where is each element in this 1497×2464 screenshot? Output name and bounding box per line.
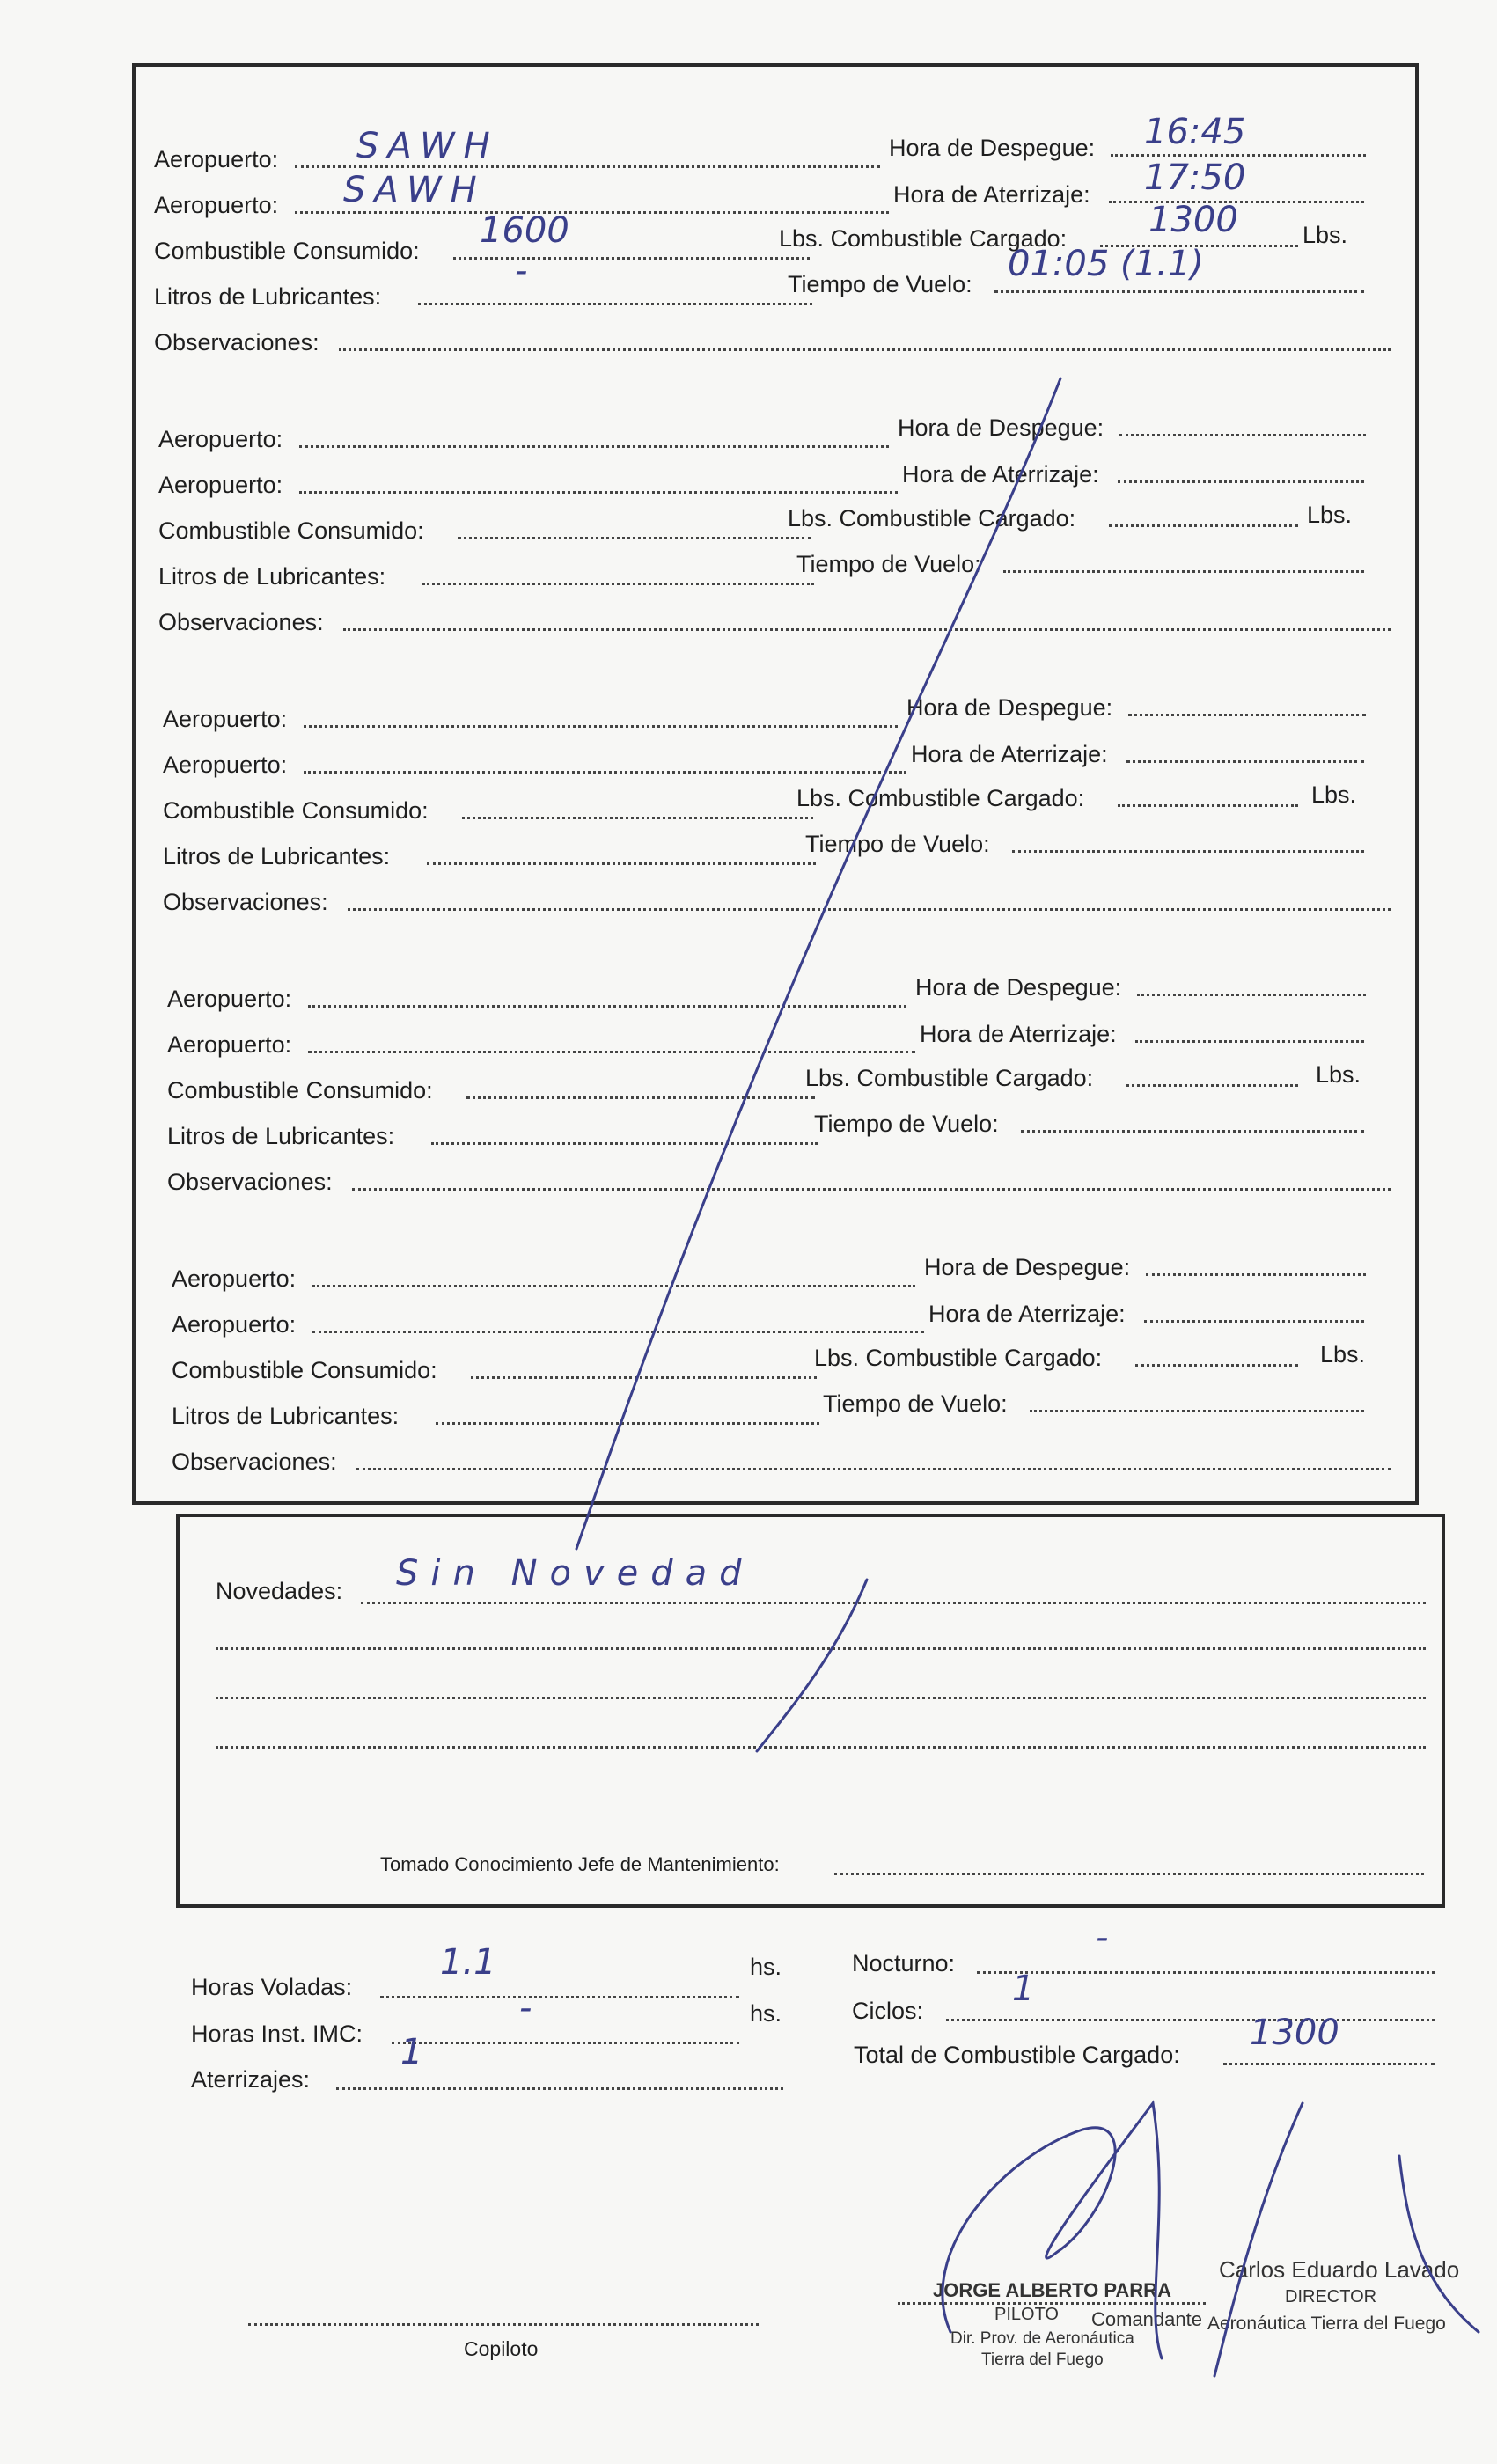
leg-hora-despegue-value: 16:45: [1144, 112, 1246, 152]
leg-aeropuerto-salida-value: SAWH: [356, 126, 499, 166]
leg-hora-despegue-label: Hora de Despegue:: [915, 974, 1122, 1001]
nocturno-label: Nocturno:: [852, 1950, 956, 1976]
leg-litros-lubricantes-value: -: [515, 251, 528, 291]
leg-aeropuerto-llegada-label: Aeropuerto:: [158, 472, 283, 498]
leg-combustible-consumido-label: Combustible Consumido:: [172, 1357, 437, 1383]
horas-voladas-value: 1.1: [440, 1942, 496, 1983]
leg-tiempo-vuelo-label: Tiempo de Vuelo:: [814, 1111, 999, 1137]
stamp2-line-1: Carlos Eduardo Lavado: [1219, 2256, 1460, 2283]
leg-observaciones-label: Observaciones:: [163, 889, 328, 915]
leg-tiempo-vuelo-label: Tiempo de Vuelo:: [796, 551, 981, 577]
leg-tiempo-vuelo-label: Tiempo de Vuelo:: [788, 271, 972, 297]
leg-litros-lubricantes-label: Litros de Lubricantes:: [163, 843, 391, 869]
stamp2-line-2: DIRECTOR: [1285, 2287, 1377, 2306]
leg-litros-lubricantes-label: Litros de Lubricantes:: [158, 563, 386, 590]
leg-hora-despegue-label: Hora de Despegue:: [889, 135, 1096, 161]
leg-combustible-cargado-label: Lbs. Combustible Cargado:: [779, 225, 1068, 252]
leg-tiempo-vuelo-value: 01:05 (1.1): [1008, 244, 1204, 284]
leg-aeropuerto-llegada-value: SAWH: [343, 170, 486, 210]
leg-lbs-unit: Lbs.: [1303, 222, 1348, 248]
leg-observaciones-label: Observaciones:: [172, 1448, 337, 1475]
leg-tiempo-vuelo-label: Tiempo de Vuelo:: [805, 831, 990, 857]
horas-imc-label: Horas Inst. IMC:: [191, 2020, 363, 2047]
novedades-label: Novedades:: [216, 1578, 343, 1604]
leg-hora-aterrizaje-label: Hora de Aterrizaje:: [928, 1301, 1126, 1327]
copiloto-label: Copiloto: [464, 2337, 539, 2360]
ciclos-label: Ciclos:: [852, 1998, 924, 2024]
horas-imc-value: -: [519, 1988, 532, 2028]
leg-aeropuerto-salida-label: Aeropuerto:: [163, 706, 288, 732]
stamp1-line-1: JORGE ALBERTO PARRA: [933, 2279, 1171, 2301]
leg-combustible-cargado-value: 1300: [1148, 200, 1238, 240]
leg-tiempo-vuelo-label: Tiempo de Vuelo:: [823, 1390, 1008, 1417]
leg-combustible-consumido-label: Combustible Consumido:: [154, 238, 420, 264]
leg-aeropuerto-llegada-label: Aeropuerto:: [163, 752, 288, 778]
leg-litros-lubricantes-label: Litros de Lubricantes:: [172, 1403, 400, 1429]
leg-observaciones-label: Observaciones:: [154, 329, 319, 356]
stamp1-line-2: PILOTO: [994, 2305, 1059, 2324]
leg-aeropuerto-salida-label: Aeropuerto:: [167, 986, 292, 1012]
leg-hora-despegue-label: Hora de Despegue:: [906, 694, 1113, 721]
leg-lbs-unit: Lbs.: [1311, 781, 1357, 808]
leg-observaciones-label: Observaciones:: [167, 1169, 333, 1195]
leg-hora-despegue-label: Hora de Despegue:: [924, 1254, 1131, 1280]
leg-combustible-cargado-label: Lbs. Combustible Cargado:: [796, 785, 1085, 811]
leg-aeropuerto-salida-label: Aeropuerto:: [154, 146, 279, 172]
leg-lbs-unit: Lbs.: [1320, 1341, 1366, 1368]
nocturno-value: -: [1096, 1918, 1109, 1958]
cancel-line-2: [757, 1580, 867, 1751]
leg-combustible-consumido-label: Combustible Consumido:: [158, 517, 424, 544]
novedades-value: Sin Novedad: [396, 1553, 754, 1594]
leg-lbs-unit: Lbs.: [1307, 502, 1353, 528]
leg-hora-aterrizaje-label: Hora de Aterrizaje:: [902, 461, 1099, 488]
leg-combustible-consumido-label: Combustible Consumido:: [167, 1077, 433, 1104]
leg-combustible-consumido-label: Combustible Consumido:: [163, 797, 429, 824]
leg-combustible-consumido-value: 1600: [480, 210, 569, 251]
leg-hora-aterrizaje-label: Hora de Aterrizaje:: [911, 741, 1108, 767]
leg-aeropuerto-llegada-label: Aeropuerto:: [167, 1031, 292, 1058]
leg-hora-aterrizaje-value: 17:50: [1144, 158, 1246, 198]
leg-hora-aterrizaje-label: Hora de Aterrizaje:: [920, 1021, 1117, 1047]
total-combustible-value: 1300: [1250, 2013, 1339, 2053]
ciclos-value: 1: [1012, 1969, 1035, 2009]
leg-aeropuerto-llegada-label: Aeropuerto:: [172, 1311, 297, 1338]
leg-observaciones-label: Observaciones:: [158, 609, 324, 635]
tomado-conocimiento-label: Tomado Conocimiento Jefe de Mantenimiento:: [380, 1853, 780, 1875]
leg-litros-lubricantes-label: Litros de Lubricantes:: [167, 1123, 395, 1149]
leg-combustible-cargado-label: Lbs. Combustible Cargado:: [814, 1345, 1103, 1371]
director-signature-scribble: [1214, 2103, 1479, 2376]
leg-combustible-cargado-label: Lbs. Combustible Cargado:: [805, 1065, 1094, 1091]
horas-voladas-unit: hs.: [750, 1954, 782, 1980]
leg-aeropuerto-salida-label: Aeropuerto:: [172, 1265, 297, 1292]
copiloto-signature-scribble: [943, 2103, 1162, 2358]
leg-combustible-cargado-label: Lbs. Combustible Cargado:: [788, 505, 1076, 532]
horas-imc-unit: hs.: [750, 2000, 782, 2027]
leg-litros-lubricantes-label: Litros de Lubricantes:: [154, 283, 382, 310]
aterrizajes-label: Aterrizajes:: [191, 2066, 311, 2093]
cancel-line-1: [576, 378, 1060, 1549]
aterrizajes-value: 1: [400, 2032, 423, 2072]
leg-aeropuerto-llegada-label: Aeropuerto:: [154, 192, 279, 218]
stamp1-line-5: Tierra del Fuego: [981, 2350, 1104, 2369]
leg-hora-despegue-label: Hora de Despegue:: [898, 414, 1104, 441]
total-combustible-label: Total de Combustible Cargado:: [854, 2042, 1180, 2068]
stamp1-line-3: Comandante: [1091, 2308, 1202, 2330]
leg-aeropuerto-salida-label: Aeropuerto:: [158, 426, 283, 452]
stamp1-line-4: Dir. Prov. de Aeronáutica: [950, 2329, 1134, 2348]
leg-hora-aterrizaje-label: Hora de Aterrizaje:: [893, 181, 1090, 208]
horas-voladas-label: Horas Voladas:: [191, 1974, 353, 2000]
leg-lbs-unit: Lbs.: [1316, 1061, 1361, 1088]
stamp2-line-3: Aeronáutica Tierra del Fuego: [1207, 2314, 1446, 2334]
